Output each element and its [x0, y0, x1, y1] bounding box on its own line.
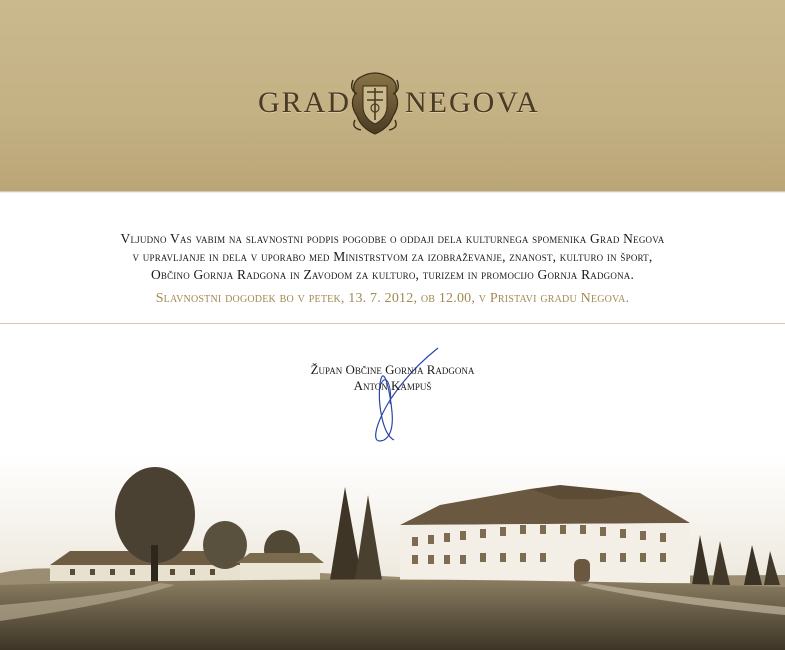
header-band: [0, 0, 785, 190]
signer-title: Župan Občine Gornja Radgona: [310, 362, 475, 377]
invitation-line: Vljudno Vas vabim na slavnostni podpis pogodbe o oddaji dela kulturnega spomenika Grad Negova: [120, 231, 665, 246]
signer-block: [260, 362, 525, 394]
divider: [0, 323, 785, 324]
coat-of-arms-icon: [349, 70, 401, 136]
invitation-line: Občino Gornja Radgona in Zavodom za kulturo, turizem in promocijo Gornja Radgona.: [150, 267, 635, 282]
invitation-text: [20, 230, 765, 284]
logo: [0, 60, 785, 140]
signer-name: Anton Kampuš: [353, 378, 432, 393]
logo-text-left: GRAD: [258, 86, 352, 119]
event-details: Slavnostni dogodek bo v petek, 13. 7. 2012, ob 12.00, v Pristavi gradu Negova.: [155, 291, 630, 306]
invitation-line: v upravljanje in dela v uporabo med Ministrstvom za izobraževanje, znanost, kulturo in šport,: [132, 249, 653, 264]
castle-panorama-photo: [0, 455, 785, 650]
logo-text-right: NEGOVA: [405, 86, 540, 119]
header-edge: [0, 190, 785, 193]
handwritten-signature: [360, 340, 450, 450]
